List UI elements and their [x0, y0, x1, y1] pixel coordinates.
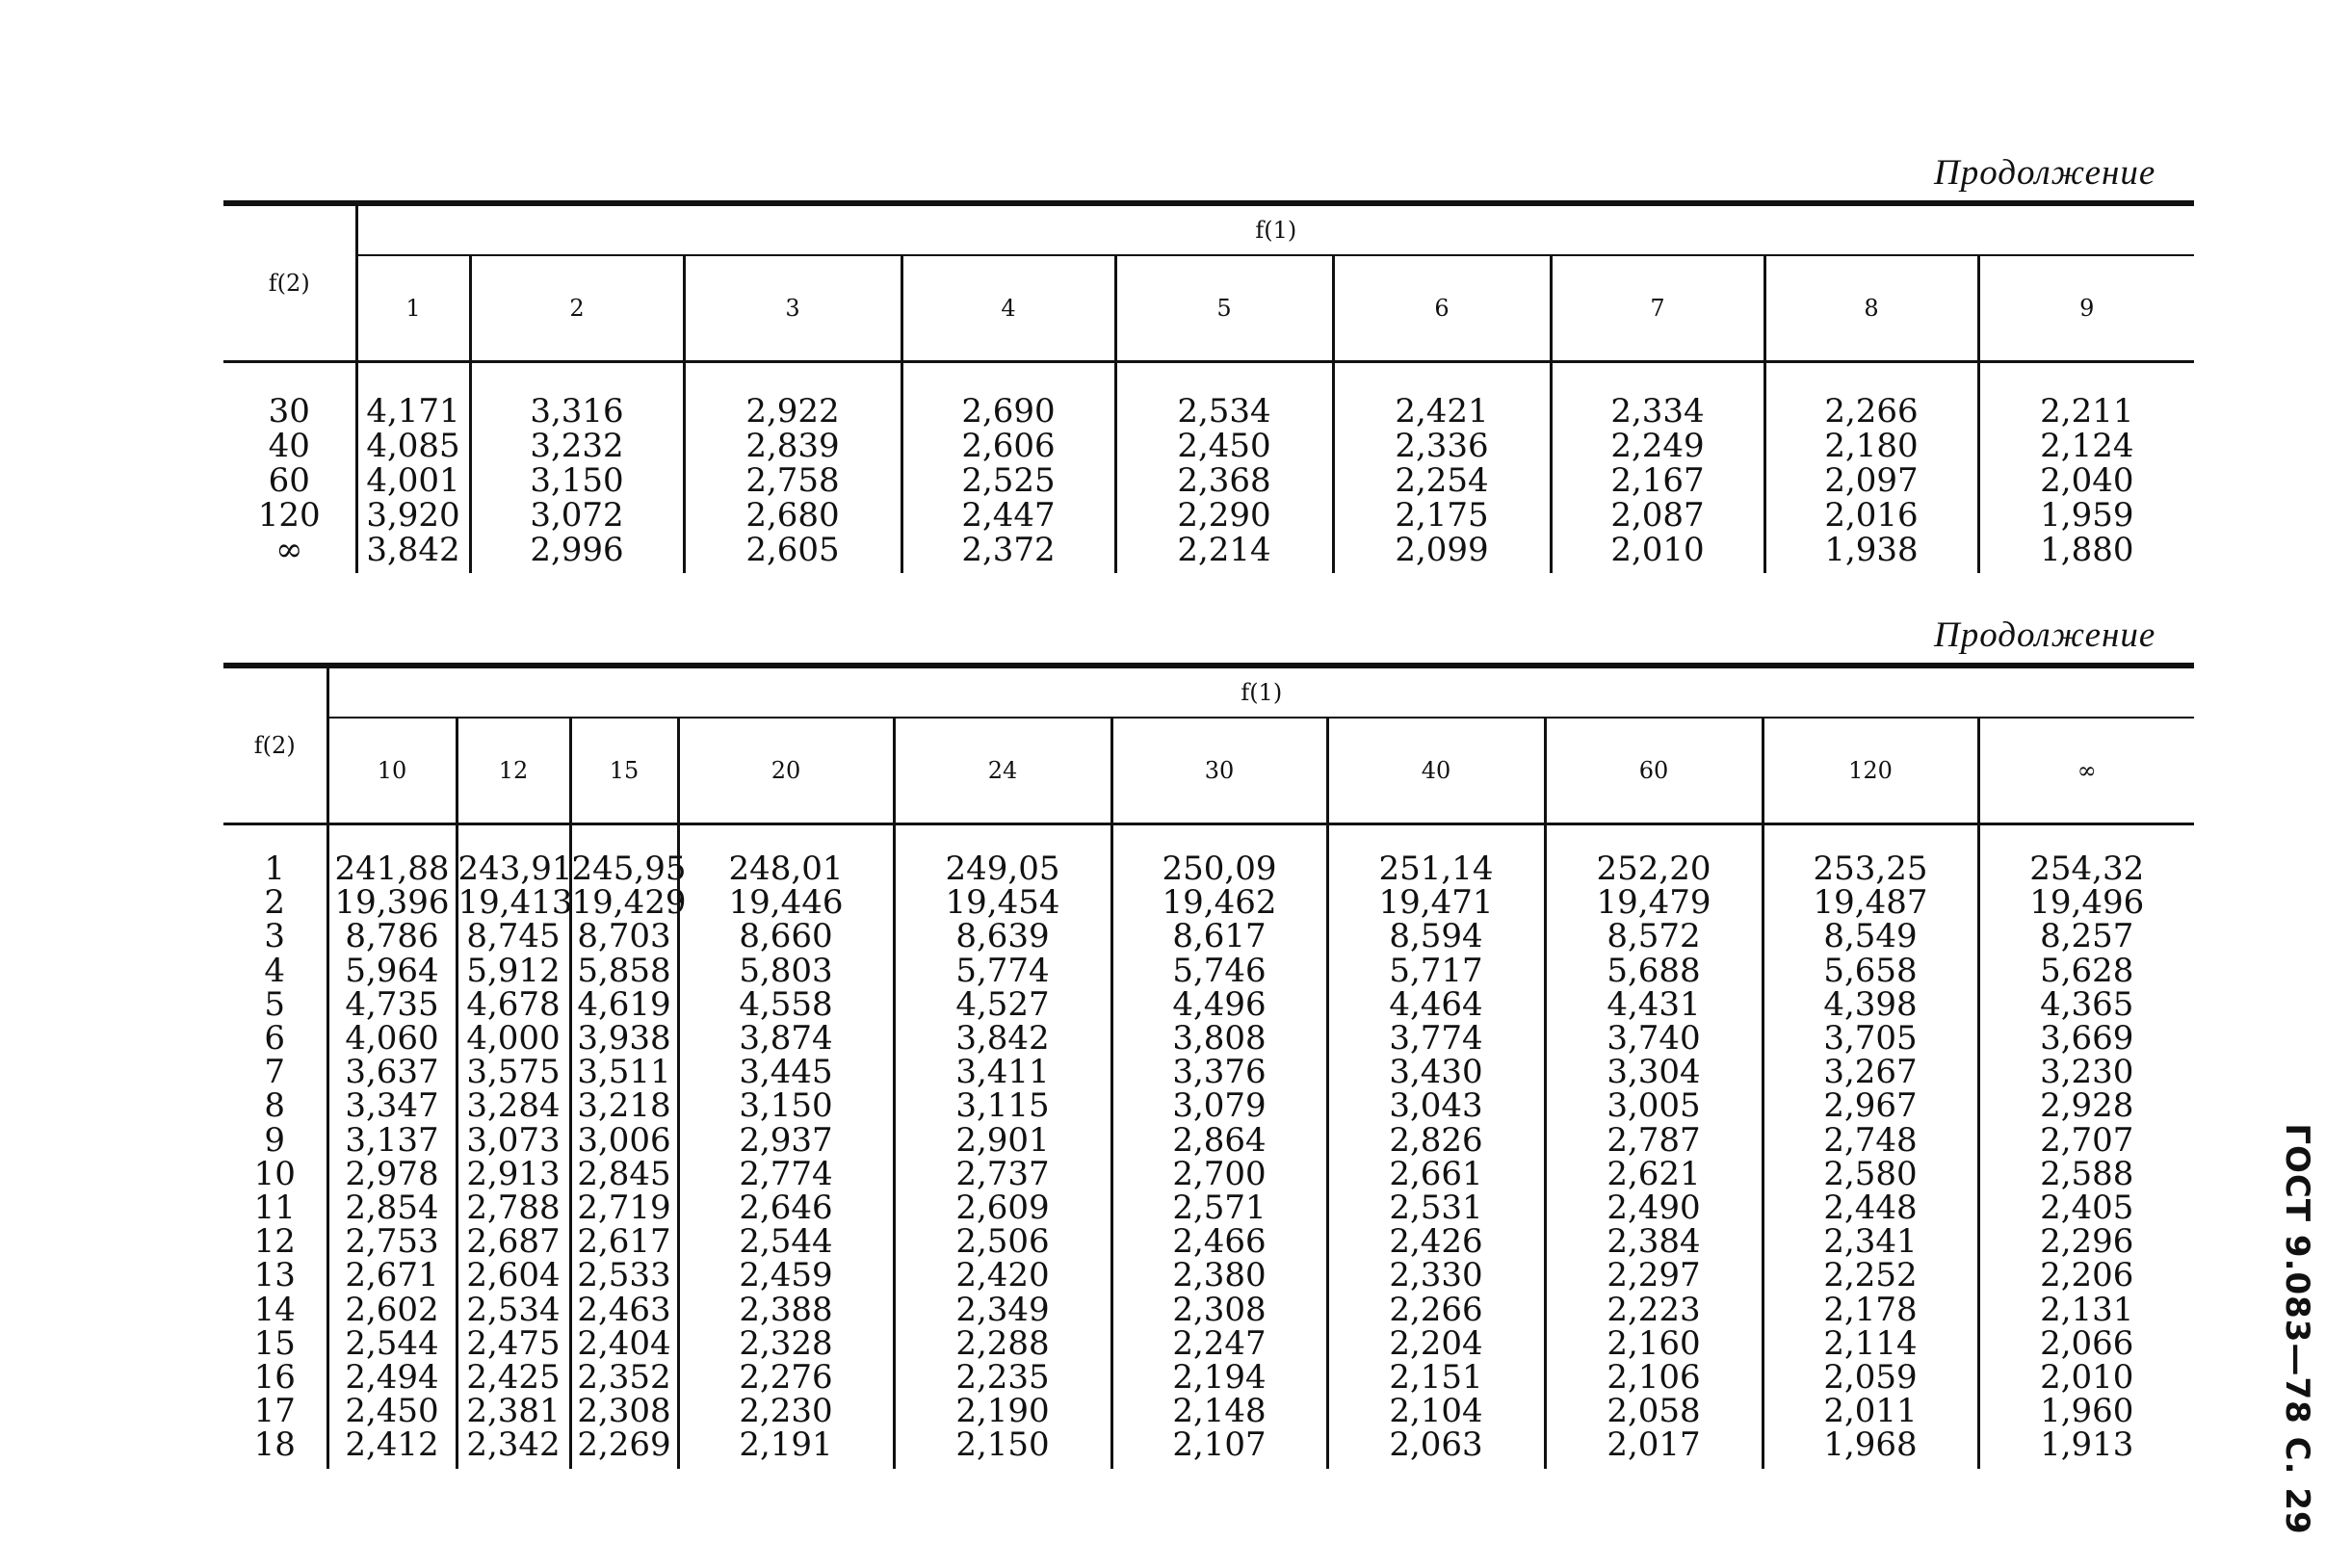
table-cell: 2,380: [1172, 1256, 1267, 1295]
row-label: 16: [253, 1358, 296, 1398]
table-cell: 2,204: [1389, 1323, 1483, 1363]
value-column: [1763, 825, 1978, 1469]
f2-header: f(2): [223, 666, 327, 824]
table-cell: 2,405: [2040, 1189, 2134, 1228]
table-cell: 3,511: [577, 1053, 671, 1092]
column-header: 7: [1551, 255, 1764, 362]
table-cell: 2,605: [745, 531, 840, 569]
table-cell: 2,352: [577, 1358, 671, 1398]
table-cell: 1,913: [2040, 1425, 2134, 1465]
table-cell: 2,661: [1389, 1154, 1483, 1193]
table-cell: 2,928: [2040, 1086, 2134, 1126]
row-labels: [223, 825, 327, 1469]
table-cell: 2,384: [1607, 1222, 1701, 1262]
column-header: 10: [327, 718, 457, 824]
table-cell: 2,178: [1823, 1290, 1918, 1329]
table-cell: 2,230: [739, 1392, 833, 1431]
table-cell: 2,426: [1389, 1222, 1483, 1262]
table-cell: 2,016: [1824, 496, 1919, 535]
table-cell: 2,087: [1610, 496, 1705, 535]
table-cell: 2,604: [466, 1256, 561, 1295]
continuation-label-2: Продолжение: [1934, 615, 2156, 655]
table-cell: 2,412: [345, 1425, 439, 1465]
table-cell: 2,475: [466, 1323, 561, 1363]
table-cell: 2,308: [1172, 1290, 1267, 1329]
table-cell: 2,494: [345, 1358, 439, 1398]
table-cell: 3,842: [955, 1019, 1050, 1058]
table-cell: 249,05: [945, 849, 1060, 888]
table-cell: 3,637: [345, 1053, 439, 1092]
table-cell: 8,745: [466, 917, 561, 956]
table-cell: 2,190: [955, 1392, 1050, 1431]
table-cell: 2,463: [577, 1290, 671, 1329]
table-cell: 4,558: [739, 984, 833, 1024]
row-label: 5: [264, 984, 286, 1024]
table-cell: 245,95: [571, 849, 687, 888]
table-cell: 3,284: [466, 1086, 561, 1126]
table-cell: 2,342: [466, 1425, 561, 1465]
table-cell: 2,223: [1607, 1290, 1701, 1329]
value-column: [470, 363, 684, 573]
table-cell: 4,171: [366, 392, 460, 431]
table-cell: 8,786: [345, 917, 439, 956]
column-header: 3: [684, 255, 901, 362]
table-cell: 5,774: [955, 951, 1050, 990]
table-cell: 5,912: [466, 951, 561, 990]
value-column: [1115, 363, 1333, 573]
table-cell: 2,845: [577, 1154, 671, 1193]
row-labels: [223, 363, 356, 573]
table-cell: 2,922: [745, 392, 840, 431]
column-header: 5: [1115, 255, 1333, 362]
table-cell: 2,758: [745, 461, 840, 500]
table-cell: 2,748: [1823, 1120, 1918, 1160]
table-cell: 3,267: [1823, 1053, 1918, 1092]
table-cell: 2,466: [1172, 1222, 1267, 1262]
column-header: 4: [901, 255, 1115, 362]
table-cell: 1,968: [1823, 1425, 1918, 1465]
table-cell: 2,544: [739, 1222, 833, 1262]
table-cell: 2,276: [739, 1358, 833, 1398]
f1-header: f(1): [356, 203, 2194, 255]
table-cell: 2,788: [466, 1189, 561, 1228]
value-column: [570, 825, 687, 1469]
table-cell: 1,880: [2040, 531, 2134, 569]
value-column: [1545, 825, 1763, 1469]
table-cell: 3,445: [739, 1053, 833, 1092]
table-cell: 2,297: [1607, 1256, 1701, 1295]
table-cell: 2,349: [955, 1290, 1050, 1329]
table-cell: 248,01: [728, 849, 844, 888]
table-cell: 19,496: [2029, 883, 2145, 923]
table-cell: 5,658: [1823, 951, 1918, 990]
row-label: 6: [264, 1019, 286, 1058]
table-cell: 3,150: [739, 1086, 833, 1126]
table-cell: 241,88: [334, 849, 450, 888]
table-cell: 2,107: [1172, 1425, 1267, 1465]
table-cell: 2,533: [577, 1256, 671, 1295]
table-cell: 3,740: [1607, 1019, 1701, 1058]
table-cell: 2,175: [1395, 496, 1489, 535]
table-cell: 2,150: [955, 1425, 1050, 1465]
table-cell: 2,621: [1607, 1154, 1701, 1193]
value-column: [894, 825, 1111, 1469]
table-cell: 4,619: [577, 984, 671, 1024]
table-cell: 4,496: [1172, 984, 1267, 1024]
table-cell: 3,230: [2040, 1053, 2134, 1092]
table-cell: 2,206: [2040, 1256, 2134, 1295]
table-cell: 2,839: [745, 427, 840, 465]
table-cell: 1,938: [1824, 531, 1919, 569]
table-cell: 2,058: [1607, 1392, 1701, 1431]
column-header: ∞: [1978, 718, 2194, 824]
table-cell: 4,398: [1823, 984, 1918, 1024]
table-cell: 2,247: [1172, 1323, 1267, 1363]
table-cell: 2,388: [739, 1290, 833, 1329]
table-cell: 2,450: [1177, 427, 1271, 465]
table-cell: 4,365: [2040, 984, 2134, 1024]
table-cell: 3,705: [1823, 1019, 1918, 1058]
table-cell: 19,413: [457, 883, 573, 923]
table-cell: 5,688: [1607, 951, 1701, 990]
table-cell: 2,381: [466, 1392, 561, 1431]
table-cell: 2,296: [2040, 1222, 2134, 1262]
value-column: [1333, 363, 1551, 573]
table-cell: 2,571: [1172, 1189, 1267, 1228]
column-header: 12: [457, 718, 570, 824]
table-cell: 2,700: [1172, 1154, 1267, 1193]
table-cell: 3,079: [1172, 1086, 1267, 1126]
row-label: 8: [264, 1086, 286, 1126]
row-label: 18: [253, 1425, 296, 1465]
column-header: 1: [356, 255, 470, 362]
table-cell: 8,594: [1389, 917, 1483, 956]
column-header: 2: [470, 255, 684, 362]
table-cell: 8,617: [1172, 917, 1267, 956]
table-cell: 2,864: [1172, 1120, 1267, 1160]
table-cell: 4,001: [366, 461, 460, 500]
value-column: [1111, 825, 1327, 1469]
value-column: [1327, 825, 1545, 1469]
table-cell: 19,396: [334, 883, 450, 923]
row-label: 1: [264, 849, 286, 888]
table-cell: 2,235: [955, 1358, 1050, 1398]
table-cell: 2,544: [345, 1323, 439, 1363]
table-cell: 2,753: [345, 1222, 439, 1262]
table-cell: 2,254: [1395, 461, 1489, 500]
table-cell: 2,214: [1177, 531, 1271, 569]
table-cell: 2,459: [739, 1256, 833, 1295]
document-code: ГОСТ 9.083—78 С. 29: [2278, 1123, 2316, 1535]
column-header: 24: [894, 718, 1111, 824]
table-cell: 2,580: [1823, 1154, 1918, 1193]
table-cell: 2,826: [1389, 1120, 1483, 1160]
table-cell: 5,746: [1172, 951, 1267, 990]
value-column: [901, 363, 1115, 573]
table-cell: 5,803: [739, 951, 833, 990]
table-cell: 2,774: [739, 1154, 833, 1193]
table-cell: 19,487: [1813, 883, 1928, 923]
table-cell: 2,336: [1395, 427, 1489, 465]
table-cell: 2,420: [955, 1256, 1050, 1295]
row-label: 3: [264, 917, 286, 956]
table-cell: 251,14: [1378, 849, 1494, 888]
table-cell: 4,464: [1389, 984, 1483, 1024]
table-1: [223, 200, 2194, 573]
row-label: 13: [253, 1256, 296, 1295]
table-cell: 2,671: [345, 1256, 439, 1295]
column-header: 9: [1978, 255, 2194, 362]
table-cell: 2,787: [1607, 1120, 1701, 1160]
table-cell: 4,735: [345, 984, 439, 1024]
table-cell: 2,687: [466, 1222, 561, 1262]
table-cell: 8,660: [739, 917, 833, 956]
table-cell: 253,25: [1813, 849, 1928, 888]
table-cell: 2,372: [961, 531, 1056, 569]
table-cell: 2,448: [1823, 1189, 1918, 1228]
table-cell: 2,334: [1610, 392, 1705, 431]
column-header: 8: [1764, 255, 1978, 362]
table-cell: 2,148: [1172, 1392, 1267, 1431]
table-cell: 2,269: [577, 1425, 671, 1465]
table-cell: 3,072: [530, 496, 624, 535]
table-cell: 2,490: [1607, 1189, 1701, 1228]
table-cell: 2,194: [1172, 1358, 1267, 1398]
row-label: 11: [253, 1189, 296, 1228]
table-cell: 2,290: [1177, 496, 1271, 535]
column-header: 6: [1333, 255, 1551, 362]
table-cell: 2,506: [955, 1222, 1050, 1262]
table-cell: 2,680: [745, 496, 840, 535]
table-cell: 8,257: [2040, 917, 2134, 956]
row-label: 17: [253, 1392, 296, 1431]
table-cell: 1,959: [2040, 496, 2134, 535]
table-cell: 5,858: [577, 951, 671, 990]
value-column: [678, 825, 894, 1469]
table-cell: 2,967: [1823, 1086, 1918, 1126]
row-label: ∞: [275, 531, 303, 569]
table-cell: 2,010: [1610, 531, 1705, 569]
column-header: 15: [570, 718, 678, 824]
table-cell: 3,669: [2040, 1019, 2134, 1058]
table-cell: 8,549: [1823, 917, 1918, 956]
table-cell: 2,913: [466, 1154, 561, 1193]
table-cell: 2,211: [2040, 392, 2134, 431]
table-cell: 19,454: [945, 883, 1060, 923]
value-column: [327, 825, 457, 1469]
table-cell: 3,115: [955, 1086, 1050, 1126]
table-cell: 2,097: [1824, 461, 1919, 500]
table-cell: 4,085: [366, 427, 460, 465]
table-cell: 2,447: [961, 496, 1056, 535]
table-cell: 3,347: [345, 1086, 439, 1126]
table-cell: 2,063: [1389, 1425, 1483, 1465]
table-cell: 2,341: [1823, 1222, 1918, 1262]
row-label: 14: [253, 1290, 296, 1329]
table-cell: 2,151: [1389, 1358, 1483, 1398]
f1-header: f(1): [327, 666, 2194, 718]
table-cell: 250,09: [1162, 849, 1277, 888]
value-column: [457, 825, 573, 1469]
table-cell: 2,996: [530, 531, 624, 569]
table-cell: 2,040: [2040, 461, 2134, 500]
row-label: 12: [253, 1222, 296, 1262]
table-cell: 3,137: [345, 1120, 439, 1160]
column-header: 30: [1111, 718, 1327, 824]
table-cell: 2,066: [2040, 1323, 2134, 1363]
value-column: [684, 363, 901, 573]
table-cell: 2,531: [1389, 1189, 1483, 1228]
table-cell: 2,690: [961, 392, 1056, 431]
table-cell: 2,450: [345, 1392, 439, 1431]
table-cell: 2,854: [345, 1189, 439, 1228]
table-cell: 19,462: [1162, 883, 1277, 923]
table-cell: 4,000: [466, 1019, 561, 1058]
table-cell: 2,099: [1395, 531, 1489, 569]
table-cell: 2,425: [466, 1358, 561, 1398]
table-cell: 2,167: [1610, 461, 1705, 500]
row-label: 40: [268, 427, 310, 465]
table-cell: 4,527: [955, 984, 1050, 1024]
row-label: 15: [253, 1323, 296, 1363]
value-column: [1764, 363, 1978, 573]
table-cell: 2,602: [345, 1290, 439, 1329]
table-cell: 2,106: [1607, 1358, 1701, 1398]
table-cell: 2,421: [1395, 392, 1489, 431]
value-column: [1978, 825, 2194, 1469]
column-header: 60: [1545, 718, 1763, 824]
table-cell: 2,059: [1823, 1358, 1918, 1398]
table-cell: 2,017: [1607, 1425, 1701, 1465]
table-cell: 2,266: [1389, 1290, 1483, 1329]
table-cell: 2,588: [2040, 1154, 2134, 1193]
table-cell: 2,160: [1607, 1323, 1701, 1363]
table-cell: 19,471: [1378, 883, 1494, 923]
table-cell: 2,252: [1823, 1256, 1918, 1295]
table-cell: 2,534: [466, 1290, 561, 1329]
row-label: 30: [268, 392, 310, 431]
table-cell: 2,266: [1824, 392, 1919, 431]
table-cell: 2,617: [577, 1222, 671, 1262]
table-cell: 3,043: [1389, 1086, 1483, 1126]
table-cell: 252,20: [1596, 849, 1711, 888]
row-label: 7: [264, 1053, 286, 1092]
table-cell: 1,960: [2040, 1392, 2134, 1431]
table-cell: 2,010: [2040, 1358, 2134, 1398]
column-header: 20: [678, 718, 894, 824]
table-cell: 2,525: [961, 461, 1056, 500]
table-cell: 2,609: [955, 1189, 1050, 1228]
table-cell: 3,938: [577, 1019, 671, 1058]
row-label: 9: [264, 1120, 286, 1160]
table-cell: 4,678: [466, 984, 561, 1024]
table-cell: 19,429: [571, 883, 687, 923]
table-cell: 2,707: [2040, 1120, 2134, 1160]
f2-header: f(2): [223, 203, 356, 362]
table-cell: 3,808: [1172, 1019, 1267, 1058]
table-cell: 2,534: [1177, 392, 1271, 431]
row-label: 2: [264, 883, 286, 923]
table-cell: 3,774: [1389, 1019, 1483, 1058]
table-cell: 3,411: [955, 1053, 1050, 1092]
table-cell: 2,368: [1177, 461, 1271, 500]
table-cell: 3,376: [1172, 1053, 1267, 1092]
table-cell: 2,737: [955, 1154, 1050, 1193]
table-cell: 3,232: [530, 427, 624, 465]
table-cell: 2,901: [955, 1120, 1050, 1160]
table-cell: 5,628: [2040, 951, 2134, 990]
value-column: [1551, 363, 1764, 573]
table-2: [223, 663, 2194, 1469]
table-cell: 2,180: [1824, 427, 1919, 465]
table-cell: 2,328: [739, 1323, 833, 1363]
row-label: 120: [257, 496, 321, 535]
table-cell: 3,150: [530, 461, 624, 500]
table-cell: 8,703: [577, 917, 671, 956]
table-cell: 3,842: [366, 531, 460, 569]
table-cell: 2,308: [577, 1392, 671, 1431]
column-header: 120: [1763, 718, 1978, 824]
table-cell: 2,606: [961, 427, 1056, 465]
table-cell: 3,430: [1389, 1053, 1483, 1092]
table-cell: 3,304: [1607, 1053, 1701, 1092]
table-cell: 2,937: [739, 1120, 833, 1160]
document-code-sidebar: [2263, 1123, 2325, 1535]
column-header: 40: [1327, 718, 1545, 824]
row-label: 4: [264, 951, 286, 990]
table-cell: 3,874: [739, 1019, 833, 1058]
table-cell: 2,011: [1823, 1392, 1918, 1431]
table-cell: 3,316: [530, 392, 624, 431]
table-cell: 243,91: [457, 849, 573, 888]
table-cell: 19,479: [1596, 883, 1711, 923]
table-cell: 2,124: [2040, 427, 2134, 465]
table-cell: 5,717: [1389, 951, 1483, 990]
table-cell: 5,964: [345, 951, 439, 990]
table-cell: 3,005: [1607, 1086, 1701, 1126]
table-cell: 8,639: [955, 917, 1050, 956]
table-cell: 2,719: [577, 1189, 671, 1228]
table-cell: 2,104: [1389, 1392, 1483, 1431]
table-cell: 3,575: [466, 1053, 561, 1092]
table-cell: 8,572: [1607, 917, 1701, 956]
continuation-label-1: Продолжение: [1934, 153, 2156, 193]
table-cell: 3,218: [577, 1086, 671, 1126]
table-cell: 4,431: [1607, 984, 1701, 1024]
value-column: [1978, 363, 2194, 573]
table-cell: 254,32: [2029, 849, 2145, 888]
table-cell: 2,646: [739, 1189, 833, 1228]
table-cell: 2,404: [577, 1323, 671, 1363]
table-cell: 2,288: [955, 1323, 1050, 1363]
table-cell: 2,131: [2040, 1290, 2134, 1329]
table-cell: 2,191: [739, 1425, 833, 1465]
table-cell: 2,978: [345, 1154, 439, 1193]
row-label: 10: [253, 1154, 296, 1193]
table-cell: 3,073: [466, 1120, 561, 1160]
table-cell: 4,060: [345, 1019, 439, 1058]
table-cell: 19,446: [728, 883, 844, 923]
row-label: 60: [268, 461, 310, 500]
table-cell: 2,330: [1389, 1256, 1483, 1295]
table-cell: 2,114: [1823, 1323, 1918, 1363]
table-cell: 3,920: [366, 496, 460, 535]
table-cell: 2,249: [1610, 427, 1705, 465]
value-column: [356, 363, 470, 573]
table-cell: 3,006: [577, 1120, 671, 1160]
